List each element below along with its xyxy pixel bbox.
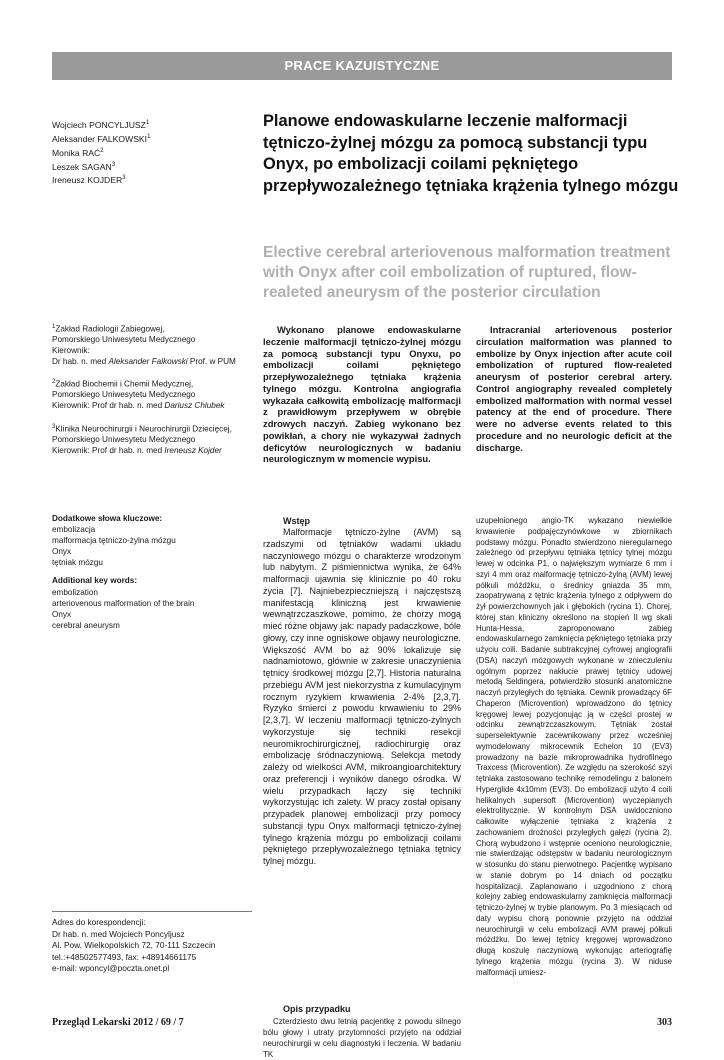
keywords-pl-heading: Dodatkowe słowa kluczowe: (52, 514, 163, 523)
keywords-pl-list (52, 524, 252, 568)
correspondence-line: e-mail: wponcyl@poczta.onet.pl (52, 963, 170, 973)
keyword: embolization (52, 587, 98, 597)
affiliation: $^3$Klinika Neurochirurgii i Neurochirurgii Dziecięcej, Pomorskiego Uniwesytetu Medycznego Kierownik: Prof dr hab. n. med Ireneusz Kojder (52, 423, 232, 455)
keywords-en-heading: Additional key words: (52, 576, 138, 586)
correspondence-line: Dr hab. n. med Wojciech Poncyljusz (52, 928, 185, 939)
author-name: Monika RAĆ$^2$ (52, 147, 104, 158)
article-title-pl: Planowe endowaskularne leczenie malformacji tętniczo-żylnej mózgu za pomocą substancji typu Onyx, po embolizacji coilami pękniętego przepływozależnego tętniaka krążenia tylnego mózgu (263, 112, 679, 195)
correspondence (52, 911, 252, 975)
keyword: Onyx (52, 609, 72, 619)
author-name: Ireneusz KOJDER$^3$ (52, 175, 126, 186)
keyword: malformacja tętniczo-żylna mózgu (52, 536, 176, 546)
keyword: tętniak mózgu (52, 558, 103, 568)
author-list (52, 117, 242, 186)
introduction-text: Malformacje tętniczo-żylne (AVM) są rzadszymi od tętniaków wadami układu naczyniowego mózgu o charakterze wrodzonym lub nabytym. Z piśmiennictwa wynika, że 64% malformacji ujawnia się klinicznie po 40 roku życia [7]. Najniebezpieczniejszą i najczęstszą manifestacją kliniczną jest krwawienie wewnątrzczaszkowe, pomimo, że chorzy mogą mieć różne objawy jak: napady padaczkowe, bóle głowy, czy inne ogniskowe objawy neurologiczne. Większość AVM bo aż 90% lokalizuje się nadnamiotowo, głównie w zakresie unaczynienia tętnicy środkowej mózgu [2,7]. Historia naturalna przebiegu AVM jest niekorzystna z kumulacyjnym rocznym ryzykiem krwawienia 2-4% [2,3,7]. Ryzyko śmierci z powodu krwawieniu to 29% [2,3,7]. W leczeniu malformacji tętniczo-żylnych wykorzystuje się techniki resekcji neuromikrochirurgicznej, radiochirurgię oraz embolizację śródnaczyniową. Selekcja metody zależy od wielkości AVM, mikroangioarchitektury oraz preferencji i wyników danego ośrodka. W wielu przypadkach łączy się techniki wykorzystując ich zalety. W pracy został opisany przypadek planowej embolizacji przy pomocy substancji typu Onyx malformacji tętniczo-żylnej tylnego krążenia mózgu po embolizacji coilami pękniętego przepływozależnego tętniaka tętnicy tylnej mózgu. (263, 527, 461, 866)
abstract-en: Intracranial arteriovenous posterior circulation malformation was planned to embolize by Onyx injection after acute coil embolization of ruptured flow-realeted aneurysm of posterior cerebral artery. Control angiography revealed completely embolized malformation with normal vessel patency at the end of procedure. There were no adverse events related to this procedure and no neurologic deficit at the discharge. (476, 324, 672, 453)
keyword: embolizacja (52, 525, 96, 535)
keyword: cerebral aneurysm (52, 620, 120, 630)
case-text: Czterdziesto dwu letnią pacjentkę z powodu silnego bólu głowy i utraty przytomności przyjęto na oddział neurochirurgii w celu diagnostyki i leczenia. W badaniu TK (263, 1017, 461, 1059)
affiliations (52, 322, 252, 466)
keywords (52, 513, 252, 631)
case-heading: Opis przypadku (283, 1004, 351, 1014)
introduction-section (263, 516, 461, 868)
keywords-en-list (52, 587, 252, 631)
keyword: Onyx (52, 547, 72, 557)
author-name: Aleksander FALKOWSKI$^1$ (52, 133, 151, 144)
author-name: Wojciech PONCYLJUSZ$^1$ (52, 119, 150, 130)
correspondence-line: Al. Pow. Wielkopolskich 72, 70-111 Szczecin (52, 940, 216, 950)
page-number: 303 (657, 1017, 672, 1028)
affiliation: $^1$Zakład Radiologii Zabiegowej, Pomorskiego Uniwesytetu Medycznego Kierownik: Dr hab. n. med Aleksander Falkowski Prof. w PUM (52, 324, 236, 366)
correspondence-line: tel.:+48502577493, fax: +48914661175 (52, 951, 197, 962)
section-banner: PRACE KAZUISTYCZNE (52, 52, 672, 80)
abstract-pl: Wykonano planowe endowaskularne leczenie malformacji tętniczo-żylnej mózgu za pomocą substancji typu Onyxu, po embolizacji coilami pękniętego przepływozależnego tętniaka krążenia tylnego mózgu. Kontrolna angiografia wykazała całkowitą embolizację malformacji z prawidłowym przepływem w obrębie zdrowych naczyń. Zabieg wykonano bez powikłań, a chory nie wykazywał żadnych deficytów neurologicznych w badaniu neurologicznym w momencie wypisu. (263, 324, 461, 465)
correspondence-line: Adres do korespondencji: (52, 917, 146, 927)
author-name: Leszek SAGAN$^3$ (52, 161, 116, 172)
keyword: arteriovenous malformation of the brain (52, 598, 195, 608)
case-continuation-text: uzupełnionego angio-TK wykazano niewielkie krwawienie podpajęczynówkowe w zbiornikach podstawy mózgu. Ponadto stwierdzono nieregularnego zależnego od przepływu tętniaka tętnicy tylnej mózgu lewej w odcinka P1, o największym wymiarze 6 mm i szyi 4 mm oraz malformację tętniczo-żylną (AVM) lewej półkuli móżdżku, o średnicy gniazda 35 mm, zaopatrywaną z tętnic krążenia tylnego z odpływem do żył powierzchownych jak i głębokich (rycina 1). Chorej, której stan kliniczny określono na stopień II wg skali Hunta-Hessa, zaproponowano zabieg endowaskularnego zamknięcia pękniętego tętniaka przy użyciu coili. Badanie subtrakcyjnej cyfrowej angiografii (DSA) naczyń mózgowych wykonane w znieczuleniu ogólnym poprzez nakłucie prawej tętnicy udowej metodą Seldingera, potwierdziło stosunki anatomiczne naczyń przyległych do tętniaka. Cewnik prowadzący 6F Chaperon (Microvention) wprowadzono do tętnicy kręgowej lewej pozycjonując ją w części prostej w odcinku zewnątrzczaszkowym. Tętniak został superselektywnie zacewnikowany przez wcześniej wymodelowany mikrocewnik Echelon 10 (EV3) prowadzony na bazie mikroprowadnika hydrofilnego Traxcess (Microvention). Ze względu na szerokość szyi tętniaka zastosowano technikę remodelingu z balonem Hyperglide 4x10mm (EV3). Do embolizacji użyto 4 coili helikalnych supersoft (Microvention) wyczepianych elektrolitycznie. W kontrolnym DSA uwidoczniono całkowite wyłączenie tętniaka z krążenia z zachowaniem drożności przyległych gałęzi (rycina 2). Chorą wybudzono i wstępnie oceniono neurologicznie, nie stwierdzając odstępstw w badaniu neurologicznym w stosunku do stanu pierwotnego. Pacjentkę wypisano w stanie dobrym po 14 dniach od początku hospitalizacji. Zaplanowano i uzgodniono z chorą kolejny zabieg endowaskularny zamknięcia malformacji tętniczo-żylnej w trybie planowym. Po 3 miesiącach od daty wypisu chorą ponownie przyjęto na oddział neurochirurgii w celu embolizacji AVM prawej półkuli móżdżku. Do lewej tętnicy kręgowej wprowadzono długą koszulę naczyniową wykonując arteriografię tylnego krążenia mózgu (rycina 3). W niduse malformacji umiesz- (476, 516, 672, 977)
introduction-heading: Wstęp (283, 516, 310, 526)
journal-footer: Przegląd Lekarski 2012 / 69 / 7 (52, 1017, 184, 1028)
article-title-en: Elective cerebral arteriovenous malformation treatment with Onyx after coil embolization of ruptured, flow-realeted aneurysm of the posterior circulation (263, 244, 671, 301)
affiliation: $^2$Zakład Biochemii i Chemii Medycznej, Pomorskiego Uniwesytetu Medycznego Kierownik: Prof dr hab. n. med Dariusz Chlubek (52, 379, 225, 411)
